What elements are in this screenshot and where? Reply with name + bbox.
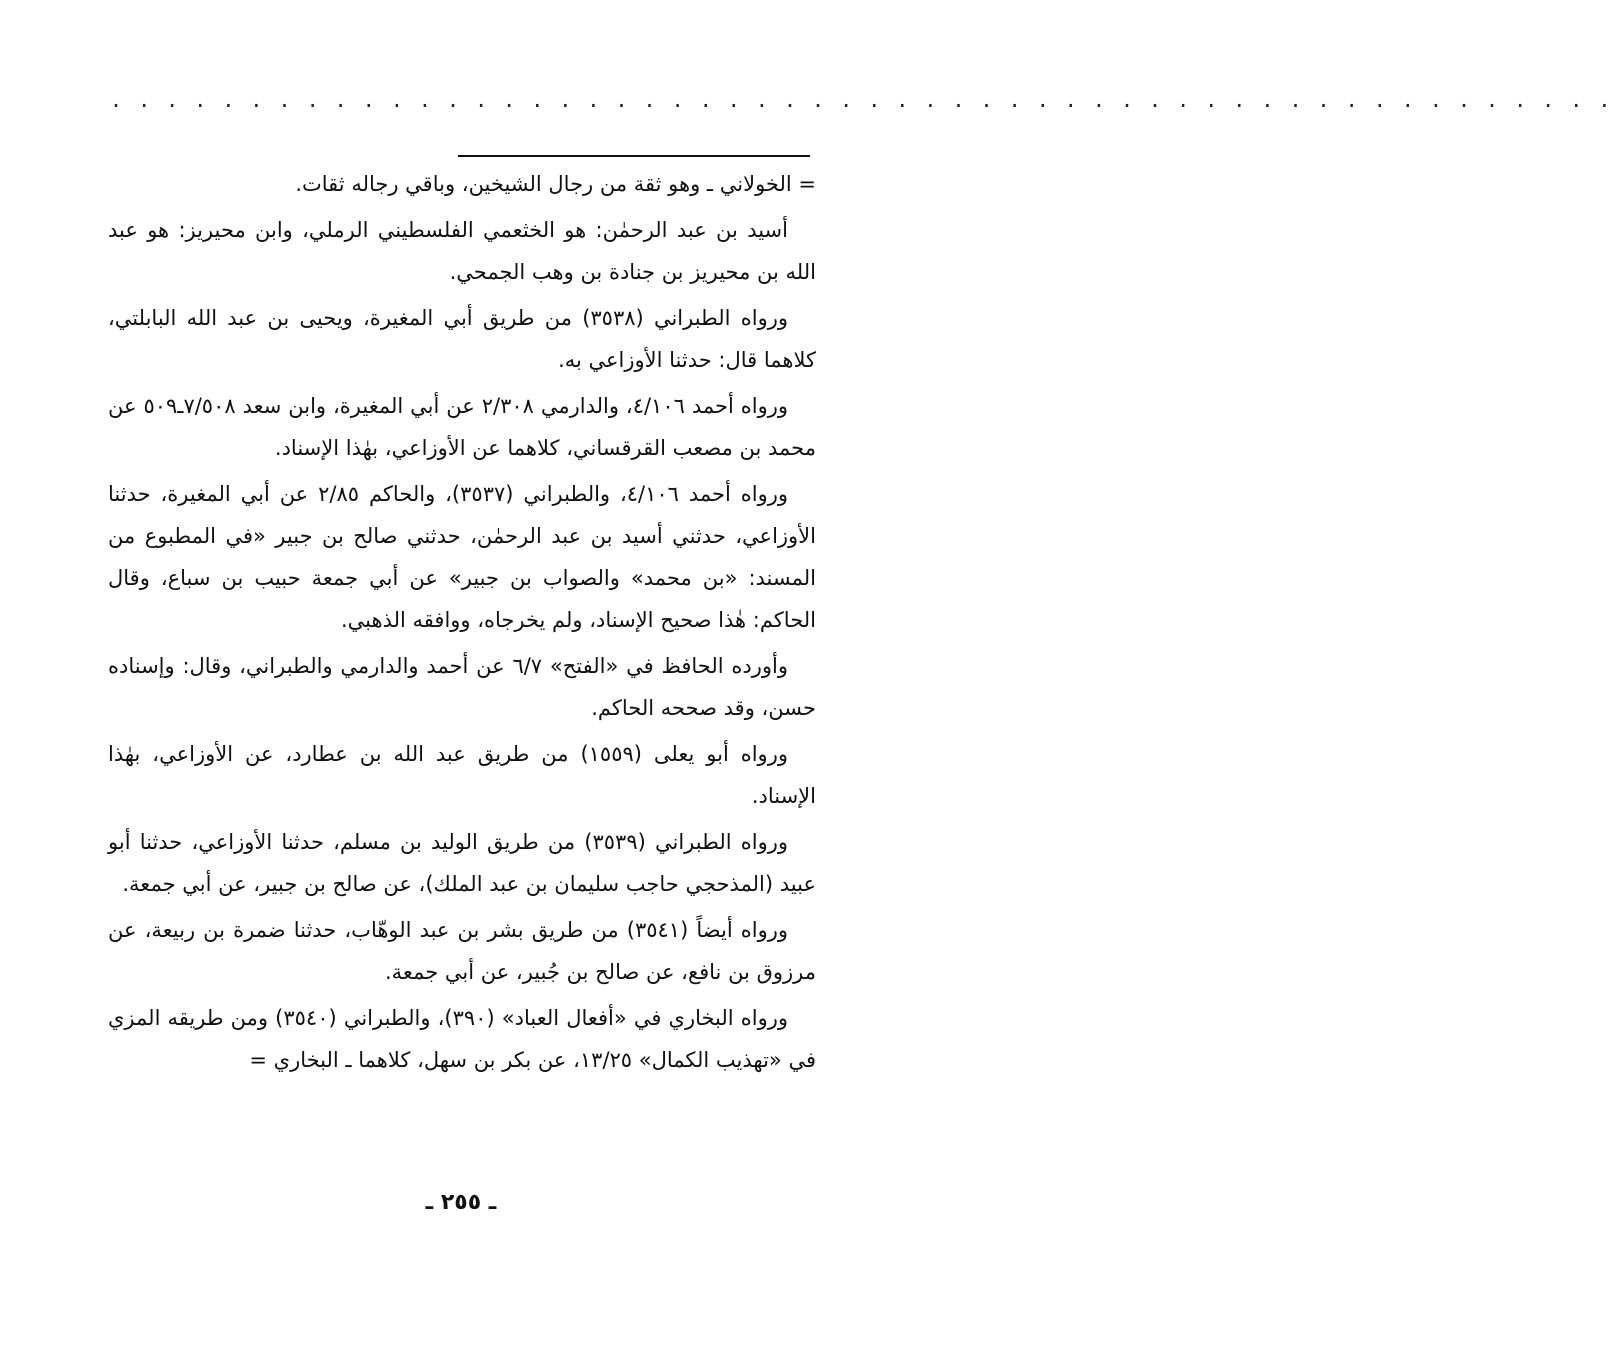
footnote-paragraph: ورواه أبو يعلى (١٥٥٩) من طريق عبد الله بن عطارد، عن الأوزاعي، بهٰذا الإسناد. bbox=[108, 742, 816, 808]
footnote-paragraph: ورواه أحمد ٤/١٠٦، والطبراني (٣٥٣٧)، والحاكم ٢/٨٥ عن أبي المغيرة، حدثنا الأوزاعي، حدثني أسيد بن عبد الرحمٰن، حدثني صالح بن جبير «في المطبوع من المسند: «بن محمد» والصواب بن جبير» عن أبي جمعة حبيب بن سباع، وقال الحاكم: هٰذا صحيح الإسناد، ولم يخرجاه، ووافقه الذهبي. bbox=[108, 482, 816, 632]
footnote-paragraph: ورواه أيضاً (٣٥٤١) من طريق بشر بن عبد الوهّاب، حدثنا ضمرة بن ربيعة، عن مرزوق بن نافع، عن صالح بن جُبير، عن أبي جمعة. bbox=[108, 918, 816, 984]
footnote-paragraph: ورواه الطبراني (٣٥٣٩) من طريق الوليد بن مسلم، حدثنا الأوزاعي، حدثنا أبو عبيد (المذحجي حاجب سليمان بن عبد الملك)، عن صالح بن جبير، عن أبي جمعة. bbox=[108, 830, 816, 896]
footnote-paragraph: أسيد بن عبد الرحمٰن: هو الخثعمي الفلسطيني الرملي، وابن محيريز: هو عبد الله بن محيريز بن جنادة بن وهب الجمحي. bbox=[108, 218, 816, 284]
footnote-paragraph: وأورده الحافظ في «الفتح» ٦/٧ عن أحمد والدارمي والطبراني، وقال: وإسناده حسن، وقد صححه الحاكم. bbox=[108, 654, 816, 720]
footnotes-block bbox=[108, 163, 816, 1085]
footnote-rule bbox=[458, 155, 810, 157]
footnote-paragraph: ورواه أحمد ٤/١٠٦، والدارمي ٢/٣٠٨ عن أبي المغيرة، وابن سعد ٧/٥٠٨ـ٥٠٩ عن محمد بن مصعب القرقساني، كلاهما عن الأوزاعي، بهٰذا الإسناد. bbox=[108, 394, 816, 460]
ellipsis-separator: . . . . . . . . . . . . . . . . . . . . . . . . . . . . . . . . . . . . . . . . . . . . . . . . . . . . . . bbox=[110, 88, 1612, 112]
footnote-paragraph: ورواه البخاري في «أفعال العباد» (٣٩٠)، والطبراني (٣٥٤٠) ومن طريقه المزي في «تهذيب الكمال» ١٣/٢٥، عن بكر بن سهل، كلاهما ـ البخاري = bbox=[108, 1006, 816, 1072]
footnote-paragraph: ورواه الطبراني (٣٥٣٨) من طريق أبي المغيرة، ويحيى بن عبد الله البابلتي، كلاهما قال: حدثنا الأوزاعي به. bbox=[108, 306, 816, 372]
page-number: ـ ٢٥٥ ـ bbox=[425, 1190, 497, 1215]
footnote-paragraph: = الخولاني ـ وهو ثقة من رجال الشيخين، وباقي رجاله ثقات. bbox=[295, 172, 816, 196]
